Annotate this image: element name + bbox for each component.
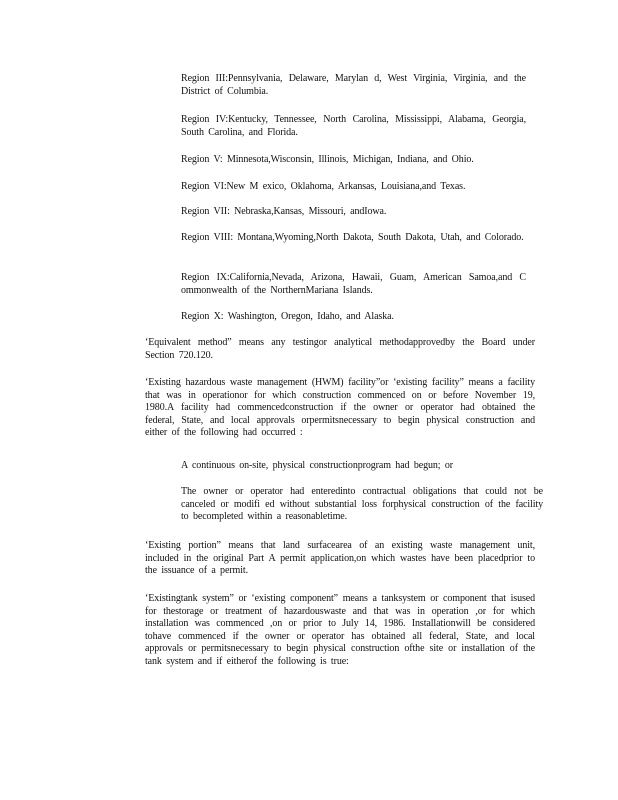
equivalent-method-definition: ‘Equivalent method” means any testingor analytical methodapprovedby the Board under Section 720.120.	[145, 337, 535, 361]
region-x-paragraph: Region X: Washington, Oregon, Idaho, and Alaska.	[181, 311, 394, 322]
region-v-paragraph: Region V: Minnesota,Wisconsin, Illinois, Michigan, Indiana, and Ohio.	[181, 154, 474, 165]
existing-facility-definition: ‘Existing hazardous waste management (HWM) facility”or ‘existing facility” means a facility that was in operationor for which construction commenced on or before November 19, 1980.A facility had commencedconstruction if the owner or operator had obtained the federal, State, and local approvals orpermitsnecessary to begin physical construction and either of the following had occurred :	[145, 377, 535, 439]
facility-condition-contractual: The owner or operator had enteredinto contractual obligations that could not be canceled or modifi ed without substantial loss forphysical construction of the facility to becompleted within a reasonabletime.	[181, 486, 543, 523]
region-vii-paragraph: Region VII: Nebraska,Kansas, Missouri, andIowa.	[181, 206, 387, 217]
existing-tank-definition: ‘Existingtank system” or ‘existing component” means a tanksystem or component that isused for thestorage or treatment of hazardouswaste and that was in operation ,or for which installation was commenced ,on or prior to July 14, 1986. Installationwill be considered tohave commenced if the owner or operator has obtained all federal, State, and local approvals or permitsnecessary to begin physical construction ofthe site or installation of the tank system and if eitherof the following is true:	[145, 593, 535, 667]
facility-condition-continuous: A continuous on-site, physical constructionprogram had begun; or	[181, 460, 453, 471]
region-iv-paragraph: Region IV:Kentucky, Tennessee, North Carolina, Mississippi, Alabama, Georgia, South Carolina, and Florida.	[181, 114, 526, 138]
region-ix-paragraph: Region IX:California,Nevada, Arizona, Hawaii, Guam, American Samoa,and C ommonwealth of the NorthernMariana Islands.	[181, 272, 526, 296]
region-vi-paragraph: Region VI:New M exico, Oklahoma, Arkansas, Louisiana,and Texas.	[181, 181, 466, 192]
region-iii-paragraph: Region III:Pennsylvania, Delaware, Marylan d, West Virginia, Virginia, and the District of Columbia.	[181, 73, 526, 97]
region-viii-paragraph: Region VIII: Montana,Wyoming,North Dakota, South Dakota, Utah, and Colorado.	[181, 232, 524, 243]
existing-portion-definition: ‘Existing portion” means that land surfacearea of an existing waste management unit, included in the original Part A permit application,on which wastes have been placedprior to the issuance of a permit.	[145, 540, 535, 577]
